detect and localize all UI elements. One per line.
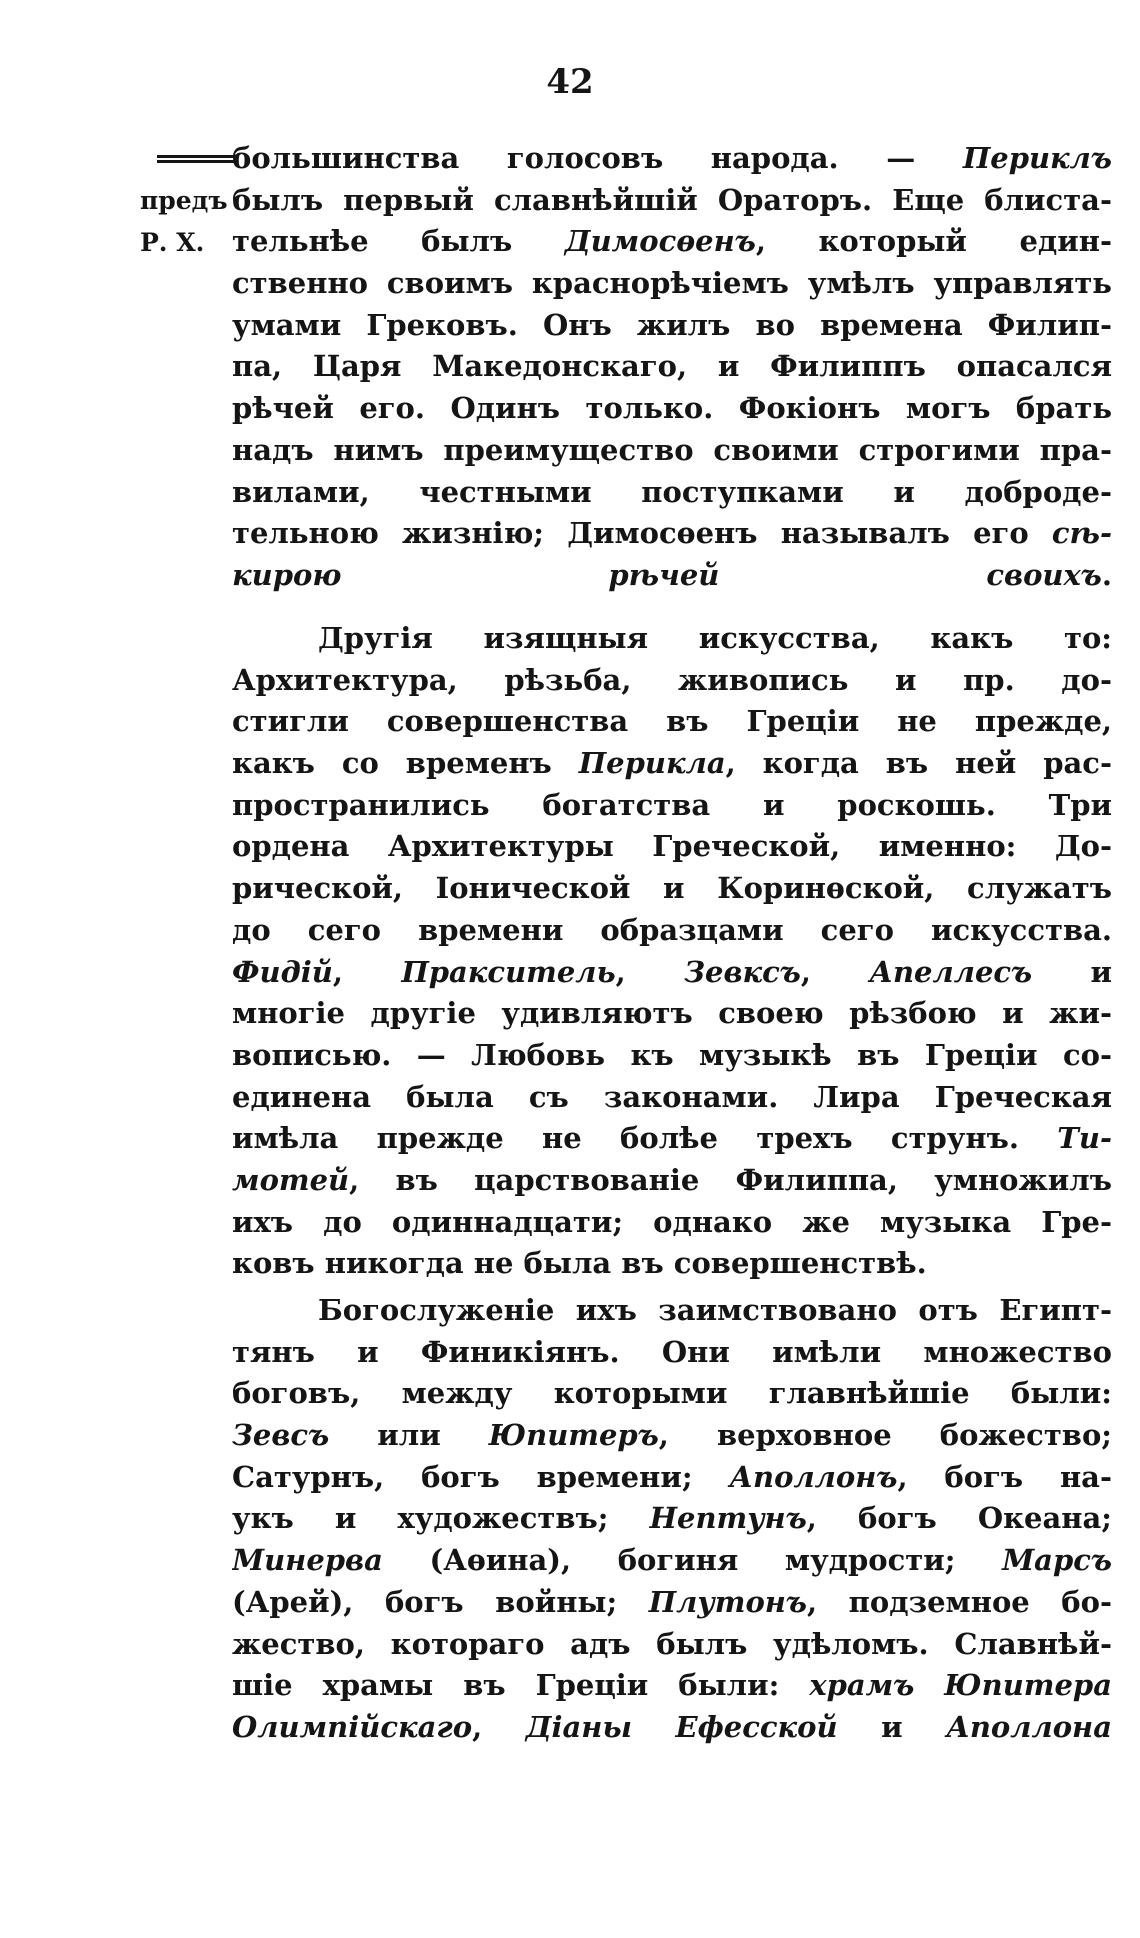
text-run: до сего времени образцами сего искусства.: [232, 912, 1112, 947]
text-line: [232, 1118, 1112, 1160]
text-run: , богъ на-: [897, 1459, 1112, 1494]
text-line: [232, 952, 1112, 994]
page-number: 42: [546, 62, 594, 102]
text-run: , въ царствованіе Филиппа, умножилъ: [349, 1162, 1112, 1197]
text-line: [232, 785, 1112, 827]
text-run: тельною жизнію; Димосѳенъ называлъ его: [232, 516, 1052, 551]
italic-text-run: Юпитеръ: [488, 1418, 659, 1453]
text-run: Архитектура, рѣзьба, живопись и пр. до-: [232, 662, 1112, 697]
text-line: [232, 826, 1112, 868]
text-line: [232, 1243, 1112, 1285]
text-line: [232, 1498, 1112, 1540]
text-run: жество, котораго адъ былъ удѣломъ. Славнѣй-: [232, 1626, 1112, 1661]
text-line: [232, 430, 1112, 472]
text-run: ордена Архитектуры Греческой, именно: До-: [232, 829, 1112, 864]
margin-note-line-1: предъ: [140, 186, 228, 215]
text-line: [232, 660, 1112, 702]
italic-text-run: сѣ-: [1051, 516, 1112, 551]
italic-text-run: кирою рѣчей своихъ: [232, 557, 1102, 592]
italic-text-run: Пракситель: [401, 954, 616, 989]
text-run: умами Грековъ. Онъ жилъ во времена Филип-: [232, 307, 1112, 342]
text-run: и: [837, 1709, 947, 1744]
text-line: [232, 1373, 1112, 1415]
text-run: рической, Іонической и Коринѳской, служатъ: [232, 871, 1112, 906]
text-run: вописью. — Любовь къ музыкѣ въ Греціи со-: [232, 1037, 1112, 1072]
text-run: надъ нимъ преимущество своими строгими пра-: [232, 432, 1112, 467]
italic-text-run: Олимпійскаго: [232, 1709, 473, 1744]
italic-text-run: Діаны Ефесской: [525, 1709, 838, 1744]
text-line: [232, 1415, 1112, 1457]
text-line: [232, 868, 1112, 910]
text-run: ихъ до одиннадцати; однако же музыка Гре-: [232, 1204, 1112, 1239]
text-run: ,: [615, 954, 685, 989]
text-line: [232, 1707, 1112, 1749]
text-run: .: [1101, 557, 1112, 592]
text-run: Богослуженіе ихъ заимствовано отъ Египт-: [318, 1293, 1112, 1327]
text-run: , который един-: [755, 224, 1112, 259]
text-run: тельнѣе былъ: [232, 224, 565, 259]
margin-note-line-2: Р. Х.: [140, 228, 205, 257]
text-run: стигли совершенства въ Греціи не прежде,: [232, 704, 1112, 739]
text-line: [232, 1582, 1112, 1624]
text-run: (Арей), богъ войны;: [232, 1584, 649, 1619]
text-line: [232, 1035, 1112, 1077]
text-run: , когда въ ней рас-: [725, 746, 1112, 781]
text-run: единена была съ законами. Лира Греческая: [232, 1079, 1112, 1114]
text-run: пространились богатства и роскошь. Три: [232, 787, 1112, 822]
italic-text-run: Перикла: [578, 746, 726, 781]
text-line: [232, 1290, 1112, 1332]
italic-text-run: Плутонъ: [648, 1584, 808, 1619]
text-run: , богъ Океана;: [806, 1501, 1112, 1536]
text-line: [232, 1332, 1112, 1374]
italic-text-run: Аполлонъ: [729, 1459, 898, 1494]
text-line: [232, 1624, 1112, 1666]
italic-text-run: Ти-: [1057, 1121, 1112, 1156]
text-run: , подземное бо-: [807, 1584, 1112, 1619]
margin-rule: [157, 155, 234, 163]
text-line: [232, 305, 1112, 347]
text-run: ,: [800, 954, 870, 989]
text-run: былъ первый славнѣйшій Ораторъ. Еще блиста-: [232, 182, 1112, 217]
text-run: какъ со временъ: [232, 746, 579, 781]
text-run: ,: [472, 1709, 526, 1744]
text-line: [232, 743, 1112, 785]
text-run: , верховное божество;: [658, 1418, 1112, 1453]
text-line: [232, 221, 1112, 263]
text-line: [232, 263, 1112, 305]
text-line: [232, 138, 1112, 180]
text-run: рѣчей его. Одинъ только. Фокіонъ могъ брать: [232, 391, 1112, 426]
text-line: [232, 1160, 1112, 1202]
paragraph-greek-religion: [232, 1290, 1112, 1749]
paragraph-greek-arts: [232, 618, 1112, 1285]
text-run: Другія изящныя искусства, какъ то:: [318, 621, 1112, 655]
italic-text-run: Периклъ: [962, 141, 1112, 175]
italic-text-run: Апеллесъ: [869, 954, 1033, 989]
text-line: [232, 910, 1112, 952]
italic-text-run: Димосѳенъ: [564, 224, 756, 259]
text-line: [232, 993, 1112, 1035]
text-line: [232, 388, 1112, 430]
italic-text-run: Марсъ: [1002, 1543, 1112, 1578]
text-run: (Аѳина), богиня мудрости;: [382, 1543, 1003, 1578]
text-run: и: [1032, 954, 1112, 989]
text-line: [232, 1665, 1112, 1707]
text-line: [232, 180, 1112, 222]
text-run: многіе другіе удивляютъ своею рѣзбою и жи-: [232, 996, 1112, 1031]
text-run: Сатурнъ, богъ времени;: [232, 1459, 730, 1494]
text-line: [232, 1540, 1112, 1582]
italic-text-run: Зевсъ: [232, 1418, 330, 1453]
text-run: ковъ никогда не была въ совершенствѣ.: [232, 1246, 927, 1281]
text-run: укъ и художествъ;: [232, 1501, 650, 1536]
text-line: [232, 618, 1112, 660]
text-run: шіе храмы въ Греціи были:: [232, 1668, 810, 1703]
text-line: [232, 1077, 1112, 1119]
text-run: вилами, честными поступками и доброде-: [232, 474, 1112, 509]
text-run: большинства голосовъ народа. —: [232, 141, 963, 175]
text-run: ,: [332, 954, 402, 989]
text-line: [232, 1457, 1112, 1499]
text-line: [232, 555, 1112, 597]
text-run: тянъ и Финикіянъ. Они имѣли множество: [232, 1334, 1112, 1369]
text-line: [232, 346, 1112, 388]
text-line: [232, 1202, 1112, 1244]
text-line: [232, 513, 1112, 555]
paragraph-greek-orators: [232, 138, 1112, 597]
text-run: имѣла прежде не болѣе трехъ струнъ.: [232, 1121, 1058, 1156]
italic-text-run: храмъ Юпитера: [809, 1668, 1112, 1703]
text-run: па, Царя Македонскаго, и Филиппъ опасался: [232, 349, 1112, 384]
text-line: [232, 701, 1112, 743]
italic-text-run: Нептунъ: [649, 1501, 807, 1536]
italic-text-run: Аполлона: [946, 1709, 1112, 1744]
text-run: ственно своимъ краснорѣчіемъ умѣлъ управлять: [232, 266, 1112, 301]
text-run: или: [329, 1418, 489, 1453]
text-run: боговъ, между которыми главнѣйшіе были:: [232, 1376, 1112, 1411]
italic-text-run: мотей: [232, 1162, 350, 1197]
italic-text-run: Фидій: [232, 954, 333, 989]
italic-text-run: Зевксъ: [684, 954, 801, 989]
text-line: [232, 472, 1112, 514]
italic-text-run: Минерва: [232, 1543, 383, 1578]
